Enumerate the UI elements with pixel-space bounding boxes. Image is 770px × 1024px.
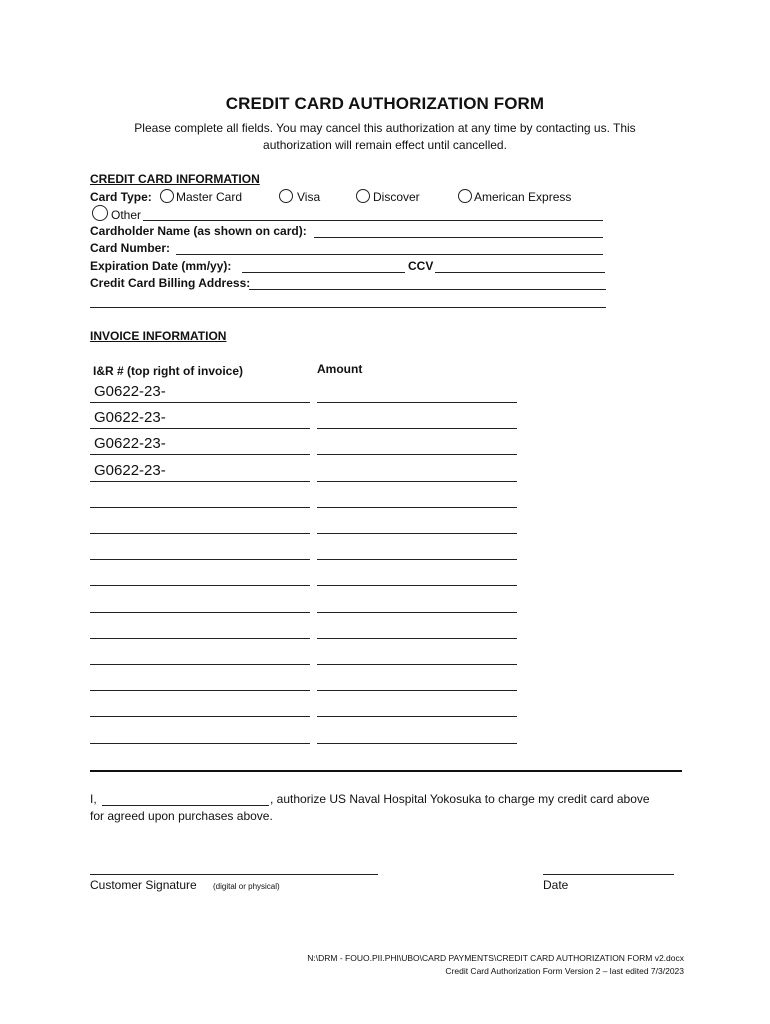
billing-address-field-2[interactable] — [90, 307, 606, 308]
amount-field[interactable] — [317, 481, 517, 482]
ir-number-value: G0622-23- — [94, 435, 166, 452]
ccv-field[interactable] — [435, 272, 605, 273]
footer-file-path: N:\DRM - FOUO.PII.PHI\UBO\CARD PAYMENTS\CREDIT CARD AUTHORIZATION FORM v2.docx — [307, 953, 684, 963]
amount-field[interactable] — [317, 690, 517, 691]
visa-label: Visa — [297, 190, 321, 204]
invoice-info-heading: INVOICE INFORMATION — [90, 329, 227, 343]
ir-number-field[interactable] — [90, 428, 310, 429]
ir-number-value: G0622-23- — [94, 462, 166, 479]
discover-radio[interactable] — [356, 189, 370, 203]
master-card-radio[interactable] — [160, 189, 174, 203]
amount-field[interactable] — [317, 664, 517, 665]
ir-number-field[interactable] — [90, 507, 310, 508]
amount-field[interactable] — [317, 428, 517, 429]
date-label: Date — [543, 878, 569, 892]
card-number-field[interactable] — [176, 254, 603, 255]
amount-field[interactable] — [317, 402, 517, 403]
amount-field[interactable] — [317, 638, 517, 639]
amount-field[interactable] — [317, 743, 517, 744]
master-card-label: Master Card — [176, 190, 243, 204]
amount-field[interactable] — [317, 533, 517, 534]
amount-field[interactable] — [317, 716, 517, 717]
amount-field[interactable] — [317, 507, 517, 508]
other-card-radio[interactable] — [92, 205, 108, 221]
amount-field[interactable] — [317, 454, 517, 455]
signature-label: Customer Signature — [90, 878, 197, 892]
signature-field[interactable] — [90, 874, 378, 875]
ir-number-value: G0622-23- — [94, 383, 166, 400]
amount-field[interactable] — [317, 559, 517, 560]
billing-address-field[interactable] — [249, 289, 606, 290]
authorization-text: , authorize US Naval Hospital Yokosuka to charge my credit card above — [270, 792, 650, 806]
ir-number-field[interactable] — [90, 716, 310, 717]
signature-note: (digital or physical) — [213, 882, 280, 891]
ir-number-field[interactable] — [90, 481, 310, 482]
cardholder-name-field[interactable] — [314, 237, 603, 238]
amount-field[interactable] — [317, 585, 517, 586]
date-field[interactable] — [543, 874, 674, 875]
other-card-field[interactable] — [143, 220, 603, 221]
visa-radio[interactable] — [279, 189, 293, 203]
footer-version: Credit Card Authorization Form Version 2 – last edited 7/3/2023 — [445, 966, 684, 976]
cardholder-name-label: Cardholder Name (as shown on card): — [90, 224, 307, 238]
ir-number-field[interactable] — [90, 533, 310, 534]
ir-number-field[interactable] — [90, 454, 310, 455]
card-type-label: Card Type: — [90, 190, 152, 204]
american-express-radio[interactable] — [458, 189, 472, 203]
expiration-date-field[interactable] — [242, 272, 405, 273]
authorization-prefix: I, — [90, 792, 97, 806]
expiration-date-label: Expiration Date (mm/yy): — [90, 259, 232, 273]
ir-number-field[interactable] — [90, 612, 310, 613]
ir-number-field[interactable] — [90, 664, 310, 665]
ir-number-field[interactable] — [90, 559, 310, 560]
ir-number-field[interactable] — [90, 743, 310, 744]
authorization-text-2: for agreed upon purchases above. — [90, 809, 273, 823]
ir-number-value: G0622-23- — [94, 409, 166, 426]
other-card-label: Other — [111, 208, 142, 222]
billing-address-label: Credit Card Billing Address: — [90, 276, 251, 290]
american-express-label: American Express — [474, 190, 572, 204]
ir-number-field[interactable] — [90, 690, 310, 691]
ir-column-header: I&R # (top right of invoice) — [93, 364, 243, 378]
card-number-label: Card Number: — [90, 241, 171, 255]
ir-number-field[interactable] — [90, 585, 310, 586]
amount-column-header: Amount — [317, 362, 363, 376]
authorizer-name-field[interactable] — [102, 805, 269, 806]
section-divider — [90, 770, 682, 772]
ir-number-field[interactable] — [90, 638, 310, 639]
ir-number-field[interactable] — [90, 402, 310, 403]
ccv-label: CCV — [408, 259, 434, 273]
card-info-heading: CREDIT CARD INFORMATION — [90, 172, 260, 186]
amount-field[interactable] — [317, 612, 517, 613]
discover-label: Discover — [373, 190, 420, 204]
form-intro: Please complete all fields. You may cancel this authorization at any time by contacting us. This authorization will remain effect until cancelled. — [134, 121, 636, 152]
form-title: CREDIT CARD AUTHORIZATION FORM — [225, 94, 545, 113]
